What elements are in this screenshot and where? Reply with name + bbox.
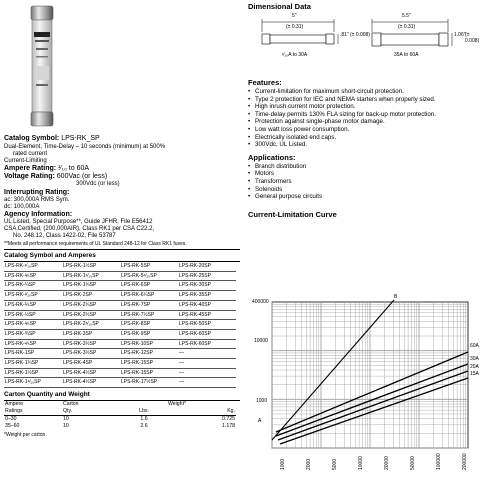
agency-line-1: UL Listed, Special Purpose**, Guide JFHR, File E56412 (4, 219, 153, 225)
catalog-cell: — (178, 368, 236, 378)
catalog-cell: LPS-RK-7SP (120, 300, 178, 310)
interrupting-ac: ac: 300,000A RMS Sym. (4, 197, 70, 203)
carton-cell: 10 (63, 423, 69, 430)
fuse-drawing-small (262, 19, 338, 44)
catalog-cell: LPS-RK-2⁸⁄₁₀SP (62, 320, 120, 330)
carton-cell: 35–60 (5, 423, 20, 430)
catalog-cell: LPS-RK-3½SP (62, 339, 120, 349)
catalog-cell: LPS-RK-8SP (120, 320, 178, 330)
x-tick-label: 100000 (436, 453, 442, 470)
catalog-cell: LPS-RK-4SP (62, 359, 120, 369)
catalog-cell: LPS-RK-15SP (120, 368, 178, 378)
catalog-cell: LPS-RK-7½SP (120, 310, 178, 320)
dim-dia-small-tol: (± 0.008) (350, 32, 370, 38)
table-row (4, 378, 236, 388)
catalog-cell: LPS-RK-¼SP (4, 281, 62, 291)
table-row (4, 349, 236, 359)
catalog-cell: LPS-RK-5SP (120, 262, 178, 271)
right-column (248, 0, 484, 220)
carton-header-weight: Weight* (167, 401, 187, 408)
interrupting-dc: dc: 100,000A (4, 204, 40, 210)
catalog-cell: LPS-RK-17½SP (120, 378, 178, 388)
carton-header-ampere: Ampere (5, 401, 24, 408)
catalog-cell: LPS-RK-3½SP (62, 349, 120, 359)
carton-cell: 1.178 (222, 423, 235, 430)
series-label: B (394, 294, 398, 300)
x-tick-label: 1000 (280, 458, 286, 470)
feature-item: • 300Vdc, UL Listed. (248, 141, 484, 149)
dim-length-large-tol: (± 0.31) (398, 24, 416, 30)
applications-title: Applications: (248, 152, 296, 162)
dim-dia-large: 1.06" (454, 32, 466, 38)
carton-cell: 0–30 (5, 416, 17, 423)
catalog-cell: LPS-RK-12SP (120, 349, 178, 359)
catalog-cell: LPS-RK-1¼SP (4, 359, 62, 369)
catalog-cell: LPS-RK-15SP (120, 359, 178, 369)
table-row (4, 329, 236, 339)
y-tick-label: 10000 (254, 338, 268, 344)
feature-item: • Current-limitation for maximum short-circuit protection. (248, 88, 484, 96)
dim-length-small: 5" (292, 13, 297, 19)
catalog-cell: LPS-RK-⅘SP (4, 339, 62, 349)
series-label: 30A (470, 356, 479, 362)
y-tick-label: 1000 (256, 398, 268, 404)
feature-item: • Electrically isolated end caps. (248, 134, 484, 142)
fuse-photo (30, 4, 54, 128)
catalog-table-title: Catalog Symbol and Amperes (4, 252, 96, 259)
dim-dia-small: .81" (340, 32, 349, 38)
catalog-cell: LPS-RK-½SP (4, 310, 62, 320)
voltage-rating-label: Voltage Rating: (4, 173, 55, 180)
carton-footnote: *Weight per carton. (4, 432, 47, 439)
carton-title: Carton Quantity and Weight (4, 391, 90, 399)
dimensional-title: Dimensional Data (248, 2, 311, 11)
description-line-1: Dual-Element, Time-Delay – 10 seconds (minimum) at 500% (4, 144, 166, 150)
table-row (4, 291, 236, 301)
application-item: • Branch distribution (248, 163, 484, 171)
catalog-cell: LPS-RK-35SP (178, 291, 236, 301)
catalog-cell: — (178, 349, 236, 359)
catalog-cell: LPS-RK-1¾SP (62, 281, 120, 291)
description-line-2: rated current (13, 151, 48, 157)
catalog-cell: LPS-RK-¹⁄₁₀SP (4, 262, 62, 271)
agency-footnote: **Meets all performance requirements of UL Standard 248-12 for Class RK1 fuses. (4, 241, 187, 247)
y-tick-label: A (258, 418, 262, 424)
agency-label: Agency Information: (4, 211, 73, 218)
catalog-cell: LPS-RK-¾SP (4, 329, 62, 339)
x-tick-label: 5000 (332, 458, 338, 470)
catalog-symbol (4, 135, 240, 143)
application-item: • Solenoids (248, 186, 484, 194)
catalog-cell: LPS-RK-2½SP (62, 310, 120, 320)
current-limitation-curve (252, 292, 484, 484)
catalog-symbol-value: LPS-RK_SP (61, 135, 100, 142)
catalog-cell: LPS-RK-6¼SP (120, 291, 178, 301)
catalog-cell: LPS-RK-9SP (120, 329, 178, 339)
catalog-cell: LPS-RK-6SP (120, 281, 178, 291)
series-label: 20A (470, 364, 479, 370)
carton-header-carton: Carton (63, 401, 79, 408)
carton-cell: 1.6 (140, 416, 148, 423)
curve-title: Current-Limitation Curve (248, 209, 337, 219)
x-tick-label: 10000 (358, 456, 364, 470)
x-tick-label: 200000 (462, 453, 468, 470)
dim-dia-large-tol: (± 0.008) (465, 32, 480, 44)
carton-header-lbs: Lbs. (118, 408, 170, 416)
divider (4, 249, 240, 250)
catalog-cell: LPS-RK-45SP (178, 310, 236, 320)
table-row (4, 300, 236, 310)
table-row (4, 320, 236, 330)
carton-cell: 10 (63, 416, 69, 423)
table-row (4, 262, 236, 271)
catalog-cell: LPS-RK-1½SP (62, 262, 120, 271)
feature-item: • Type 2 protection for IEC and NEMA starters when properly sized. (248, 96, 484, 104)
application-item: • Transformers (248, 178, 484, 186)
interrupting-rating-label: Interrupting Rating: (4, 189, 70, 196)
ampere-rating-label: Ampere Rating: (4, 165, 57, 172)
catalog-cell: LPS-RK-4½SP (62, 378, 120, 388)
carton-header-ratings: Ratings (4, 408, 62, 416)
ampere-rating (4, 165, 240, 173)
dim-caption-small: ¹⁄₁₀A to 30A (282, 52, 308, 58)
catalog-cell: LPS-RK-30SP (178, 281, 236, 291)
carton-header-qty: Qty. (62, 408, 118, 416)
feature-item: • High inrush current motor protection. (248, 103, 484, 111)
dim-length-small-tol: (± 0.31) (286, 24, 304, 30)
catalog-cell: LPS-RK-⅖SP (4, 300, 62, 310)
table-row (4, 310, 236, 320)
catalog-cell: LPS-RK-60SP (178, 329, 236, 339)
table-row (4, 339, 236, 349)
x-tick-label: 20000 (384, 456, 390, 470)
x-tick-label: 50000 (410, 456, 416, 470)
carton-cell: 0.725 (222, 416, 235, 423)
feature-item: • Time-delay permits 130% FLA sizing for back-up motor protection. (248, 111, 484, 119)
catalog-cell: LPS-RK-5⁶⁄₁₀SP (120, 271, 178, 281)
ampere-rating-value: ¹⁄₁₀ to 60A (58, 165, 90, 172)
catalog-cell: LPS-RK-4½SP (62, 368, 120, 378)
applications-list (248, 163, 484, 201)
table-row (4, 271, 236, 281)
agency-line-3: No. 248.12, Class 1422-02, File 53787 (13, 233, 116, 239)
table-row (4, 368, 236, 378)
catalog-info (4, 135, 240, 438)
features-list (248, 88, 484, 149)
voltage-rating (4, 173, 240, 181)
table-row (4, 281, 236, 291)
y-tick-label: 400000 (252, 299, 269, 305)
application-item: • General purpose circuits (248, 193, 484, 201)
carton-header-kg: Kg. (170, 408, 236, 416)
feature-item: • Low watt loss power consumption. (248, 126, 484, 134)
carton-cell: 2.6 (140, 423, 148, 430)
carton-table (4, 401, 236, 430)
catalog-cell: LPS-RK-2SP (62, 291, 120, 301)
agency-line-2: CSA Certified, (200,000AIR), Class RK1 per CSA C22.2, (4, 226, 155, 232)
catalog-cell: — (178, 378, 236, 388)
catalog-cell: LPS-RK-⅘SP (4, 320, 62, 330)
catalog-cell: LPS-RK-1½SP (4, 368, 62, 378)
catalog-cell: LPS-RK-³⁄₁₀SP (4, 291, 62, 301)
catalog-cell: LPS-RK-60SP (178, 339, 236, 349)
dim-caption-large: 35A to 60A (394, 52, 419, 58)
features-title: Features: (248, 78, 282, 87)
catalog-cell: LPS-RK-⅘SP (4, 271, 62, 281)
catalog-cell: LPS-RK-50SP (178, 320, 236, 330)
feature-item: • Protection against single-phase motor damage. (248, 118, 484, 126)
dim-length-large: 5.5" (402, 13, 411, 19)
catalog-cell: LPS-RK-25SP (178, 271, 236, 281)
description-line-3: Current-Limiting (4, 158, 47, 164)
catalog-cell: LPS-RK-3SP (62, 329, 120, 339)
catalog-cell: LPS-RK-1SP (4, 349, 62, 359)
dimensional-diagram (248, 12, 484, 66)
table-row (4, 359, 236, 369)
x-tick-label: 2000 (306, 458, 312, 470)
series-label: 60A (470, 343, 479, 349)
catalog-cell: LPS-RK-20SP (178, 262, 236, 271)
series-label: 15A (470, 371, 479, 377)
catalog-cell: LPS-RK-1⁶⁄₁₀SP (4, 378, 62, 388)
application-item: • Motors (248, 170, 484, 178)
catalog-cell: — (178, 359, 236, 369)
voltage-rating-value-1: 600Vac (or less) (56, 173, 108, 180)
catalog-cell: LPS-RK-10SP (120, 339, 178, 349)
catalog-cell: LPS-RK-40SP (178, 300, 236, 310)
catalog-table (4, 262, 236, 388)
catalog-symbol-label: Catalog Symbol: (4, 135, 60, 142)
catalog-cell: LPS-RK-1⁶⁄₁₀SP (62, 271, 120, 281)
voltage-rating-value-2: 300Vdc (or less) (76, 181, 120, 187)
catalog-cell: LPS-RK-2¼SP (62, 300, 120, 310)
